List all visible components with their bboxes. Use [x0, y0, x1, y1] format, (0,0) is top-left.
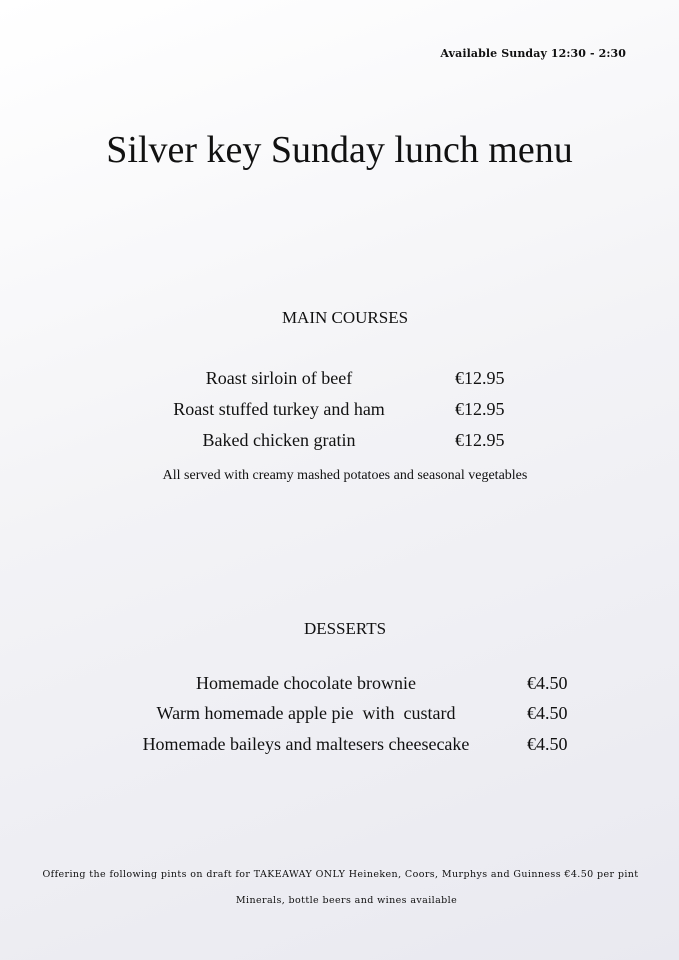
- menu-item: [0, 399, 679, 425]
- draft-pints-note: Offering the following pints on draft for TAKEAWAY ONLY Heineken, Coors, Murphys and Guinness €4.50 per pint: [42, 869, 639, 880]
- menu-item: [0, 703, 679, 729]
- menu-item-name: Warm homemade apple pie with custard: [156, 703, 456, 723]
- menu-item-name: Roast sirloin of beef: [205, 368, 353, 388]
- minerals-note: Minerals, bottle beers and wines available: [235, 895, 458, 906]
- menu-item-price: €4.50: [527, 703, 568, 723]
- menu-item: [0, 673, 679, 699]
- menu-item-price: €12.95: [455, 399, 505, 419]
- menu-item-price: €4.50: [527, 734, 568, 754]
- menu-item-price: €12.95: [455, 430, 505, 450]
- menu-item-name: Homemade chocolate brownie: [196, 673, 416, 693]
- menu-item-name: Roast stuffed turkey and ham: [173, 399, 385, 419]
- main-courses-note: All served with creamy mashed potatoes and seasonal vegetables: [162, 468, 528, 483]
- desserts-heading: DESSERTS: [303, 619, 387, 638]
- menu-item: [0, 430, 679, 456]
- menu-item: [0, 734, 679, 760]
- main-courses-heading: MAIN COURSES: [281, 308, 409, 327]
- menu-item: [0, 368, 679, 394]
- menu-item-price: €12.95: [455, 368, 505, 388]
- availability-note: Available Sunday 12:30 - 2:30: [440, 47, 626, 60]
- menu-item-name: Homemade baileys and maltesers cheesecake: [142, 734, 470, 754]
- menu-title: Silver key Sunday lunch menu: [106, 129, 573, 171]
- menu-item-name: Baked chicken gratin: [202, 430, 356, 450]
- menu-item-price: €4.50: [527, 673, 568, 693]
